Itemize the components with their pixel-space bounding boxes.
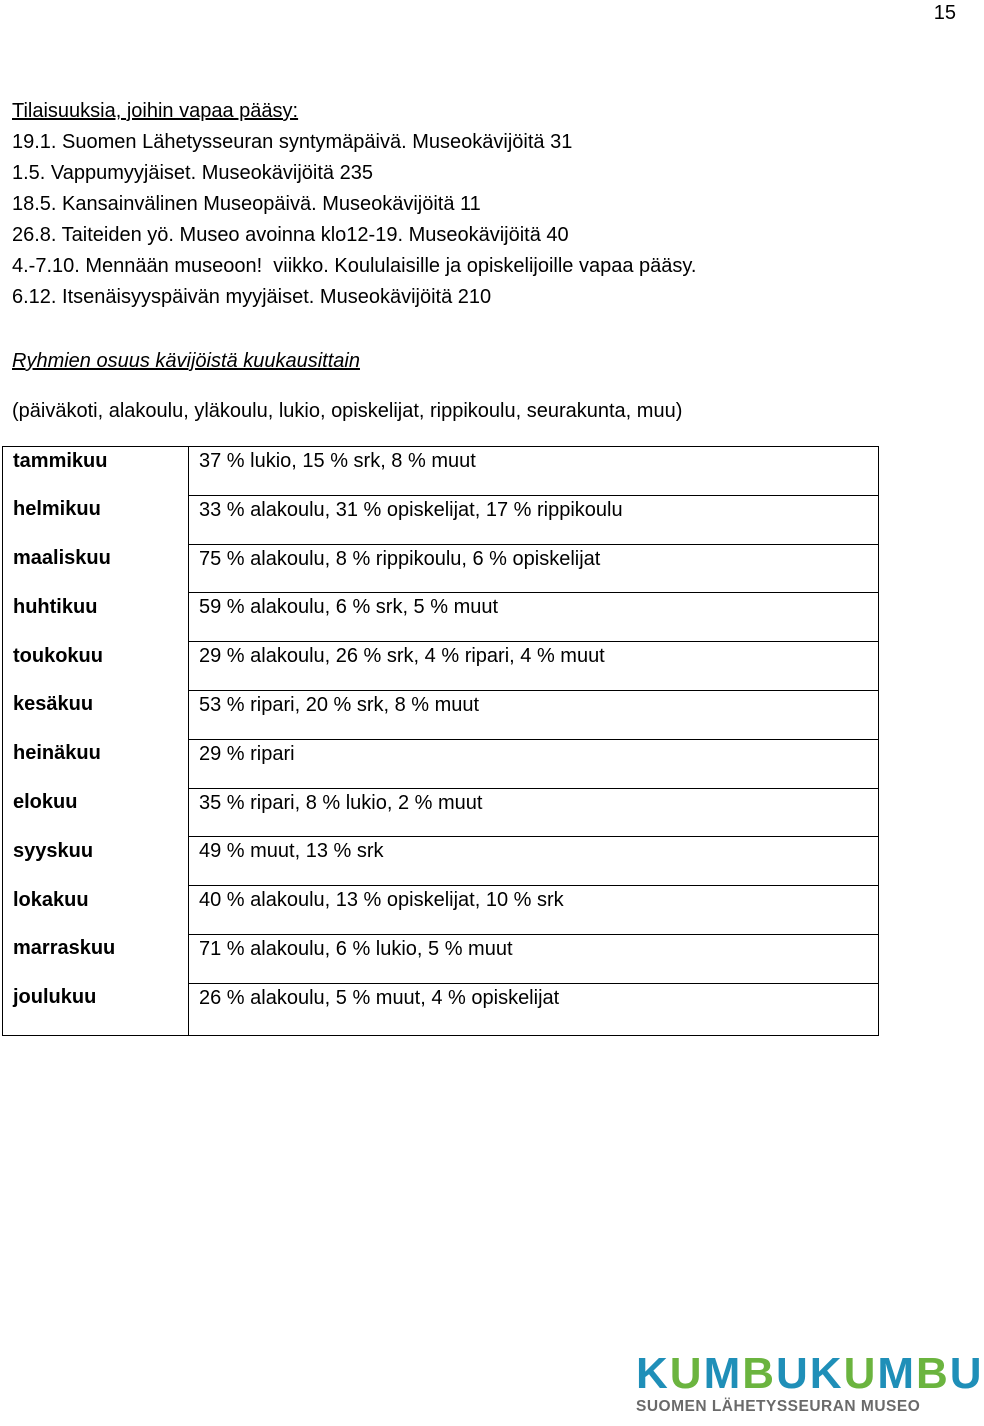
- share-cell: [189, 886, 879, 935]
- table-row: [3, 739, 879, 788]
- month-label: toukokuu: [13, 644, 103, 667]
- month-label: huhtikuu: [13, 595, 98, 618]
- free-entry-section: [12, 96, 696, 313]
- groups-table: [2, 446, 879, 1036]
- logo-word-part: KUMBU: [636, 1349, 810, 1398]
- table-row: [3, 886, 879, 935]
- free-entry-item: 4.-7.10. Mennään museoon! viikko. Koululaisille ja opiskelijoille vapaa pääsy.: [12, 255, 697, 277]
- share-value: 59 % alakoulu, 6 % srk, 5 % muut: [199, 596, 499, 619]
- share-cell: [189, 690, 879, 739]
- month-label: kesäkuu: [13, 693, 94, 716]
- month-label: lokakuu: [13, 888, 89, 911]
- share-value: 49 % muut, 13 % srk: [199, 840, 384, 863]
- month-cell: [3, 690, 189, 739]
- free-entry-item: 18.5. Kansainvälinen Museopäivä. Museokävijöitä 11: [12, 193, 481, 215]
- share-cell: [189, 642, 879, 691]
- month-label: helmikuu: [13, 498, 101, 521]
- share-value: 26 % alakoulu, 5 % muut, 4 % opiskelijat: [199, 986, 560, 1009]
- share-cell: [189, 934, 879, 983]
- table-row: [3, 837, 879, 886]
- month-cell: [3, 544, 189, 593]
- table-row: [3, 934, 879, 983]
- month-label: joulukuu: [13, 986, 97, 1009]
- table-row: [3, 642, 879, 691]
- month-label: elokuu: [13, 791, 78, 814]
- month-cell: [3, 837, 189, 886]
- month-cell: [3, 886, 189, 935]
- table-row: [3, 593, 879, 642]
- share-value: 53 % ripari, 20 % srk, 8 % muut: [199, 693, 480, 716]
- month-cell: [3, 447, 189, 496]
- logo-word-part: KUMBU: [809, 1349, 984, 1398]
- share-value: 33 % alakoulu, 31 % opiskelijat, 17 % rippikoulu: [199, 498, 623, 521]
- share-value: 29 % alakoulu, 26 % srk, 4 % ripari, 4 % muut: [199, 645, 605, 668]
- page-number: 15: [933, 2, 956, 24]
- month-cell: [3, 495, 189, 544]
- share-cell: [189, 544, 879, 593]
- share-cell: [189, 495, 879, 544]
- month-cell: [3, 983, 189, 1035]
- share-cell: [189, 593, 879, 642]
- free-entry-title: Tilaisuuksia, joihin vapaa pääsy:: [12, 100, 299, 122]
- free-entry-item: 19.1. Suomen Lähetysseuran syntymäpäivä. Museokävijöitä 31: [12, 131, 573, 153]
- groups-subheading: (päiväkoti, alakoulu, yläkoulu, lukio, opiskelijat, rippikoulu, seurakunta, muu): [12, 400, 683, 422]
- share-cell: [189, 447, 879, 496]
- table-row: [3, 788, 879, 837]
- table-row: [3, 983, 879, 1035]
- month-cell: [3, 642, 189, 691]
- month-cell: [3, 934, 189, 983]
- table-row: [3, 495, 879, 544]
- share-value: 37 % lukio, 15 % srk, 8 % muut: [199, 450, 476, 472]
- month-label: heinäkuu: [13, 742, 101, 765]
- share-value: 71 % alakoulu, 6 % lukio, 5 % muut: [199, 937, 513, 960]
- share-cell: [189, 739, 879, 788]
- share-value: 29 % ripari: [199, 742, 295, 765]
- share-cell: [189, 837, 879, 886]
- free-entry-item: 6.12. Itsenäisyyspäivän myyjäiset. Museokävijöitä 210: [12, 286, 492, 308]
- table-row: [3, 447, 879, 496]
- share-value: 35 % ripari, 8 % lukio, 2 % muut: [199, 791, 483, 814]
- month-label: marraskuu: [13, 937, 116, 960]
- free-entry-item: 26.8. Taiteiden yö. Museo avoinna klo12-19. Museokävijöitä 40: [12, 224, 569, 246]
- table-row: [3, 544, 879, 593]
- month-label: syyskuu: [13, 839, 94, 862]
- month-label: tammikuu: [13, 450, 108, 472]
- free-entry-item: 1.5. Vappumyyjäiset. Museokävijöitä 235: [12, 162, 373, 184]
- month-label: maaliskuu: [13, 547, 111, 570]
- month-cell: [3, 593, 189, 642]
- logo-wordmark: [636, 1349, 984, 1398]
- month-cell: [3, 739, 189, 788]
- share-value: 40 % alakoulu, 13 % opiskelijat, 10 % srk: [199, 889, 564, 912]
- logo-subtitle: SUOMEN LÄHETYSSEURAN MUSEO: [636, 1398, 921, 1415]
- groups-heading: Ryhmien osuus kävijöistä kuukausittain: [12, 350, 360, 372]
- share-cell: [189, 983, 879, 1035]
- kumbukumbu-logo: [636, 1349, 984, 1416]
- share-value: 75 % alakoulu, 8 % rippikoulu, 6 % opiskelijat: [199, 547, 601, 570]
- month-cell: [3, 788, 189, 837]
- share-cell: [189, 788, 879, 837]
- table-row: [3, 690, 879, 739]
